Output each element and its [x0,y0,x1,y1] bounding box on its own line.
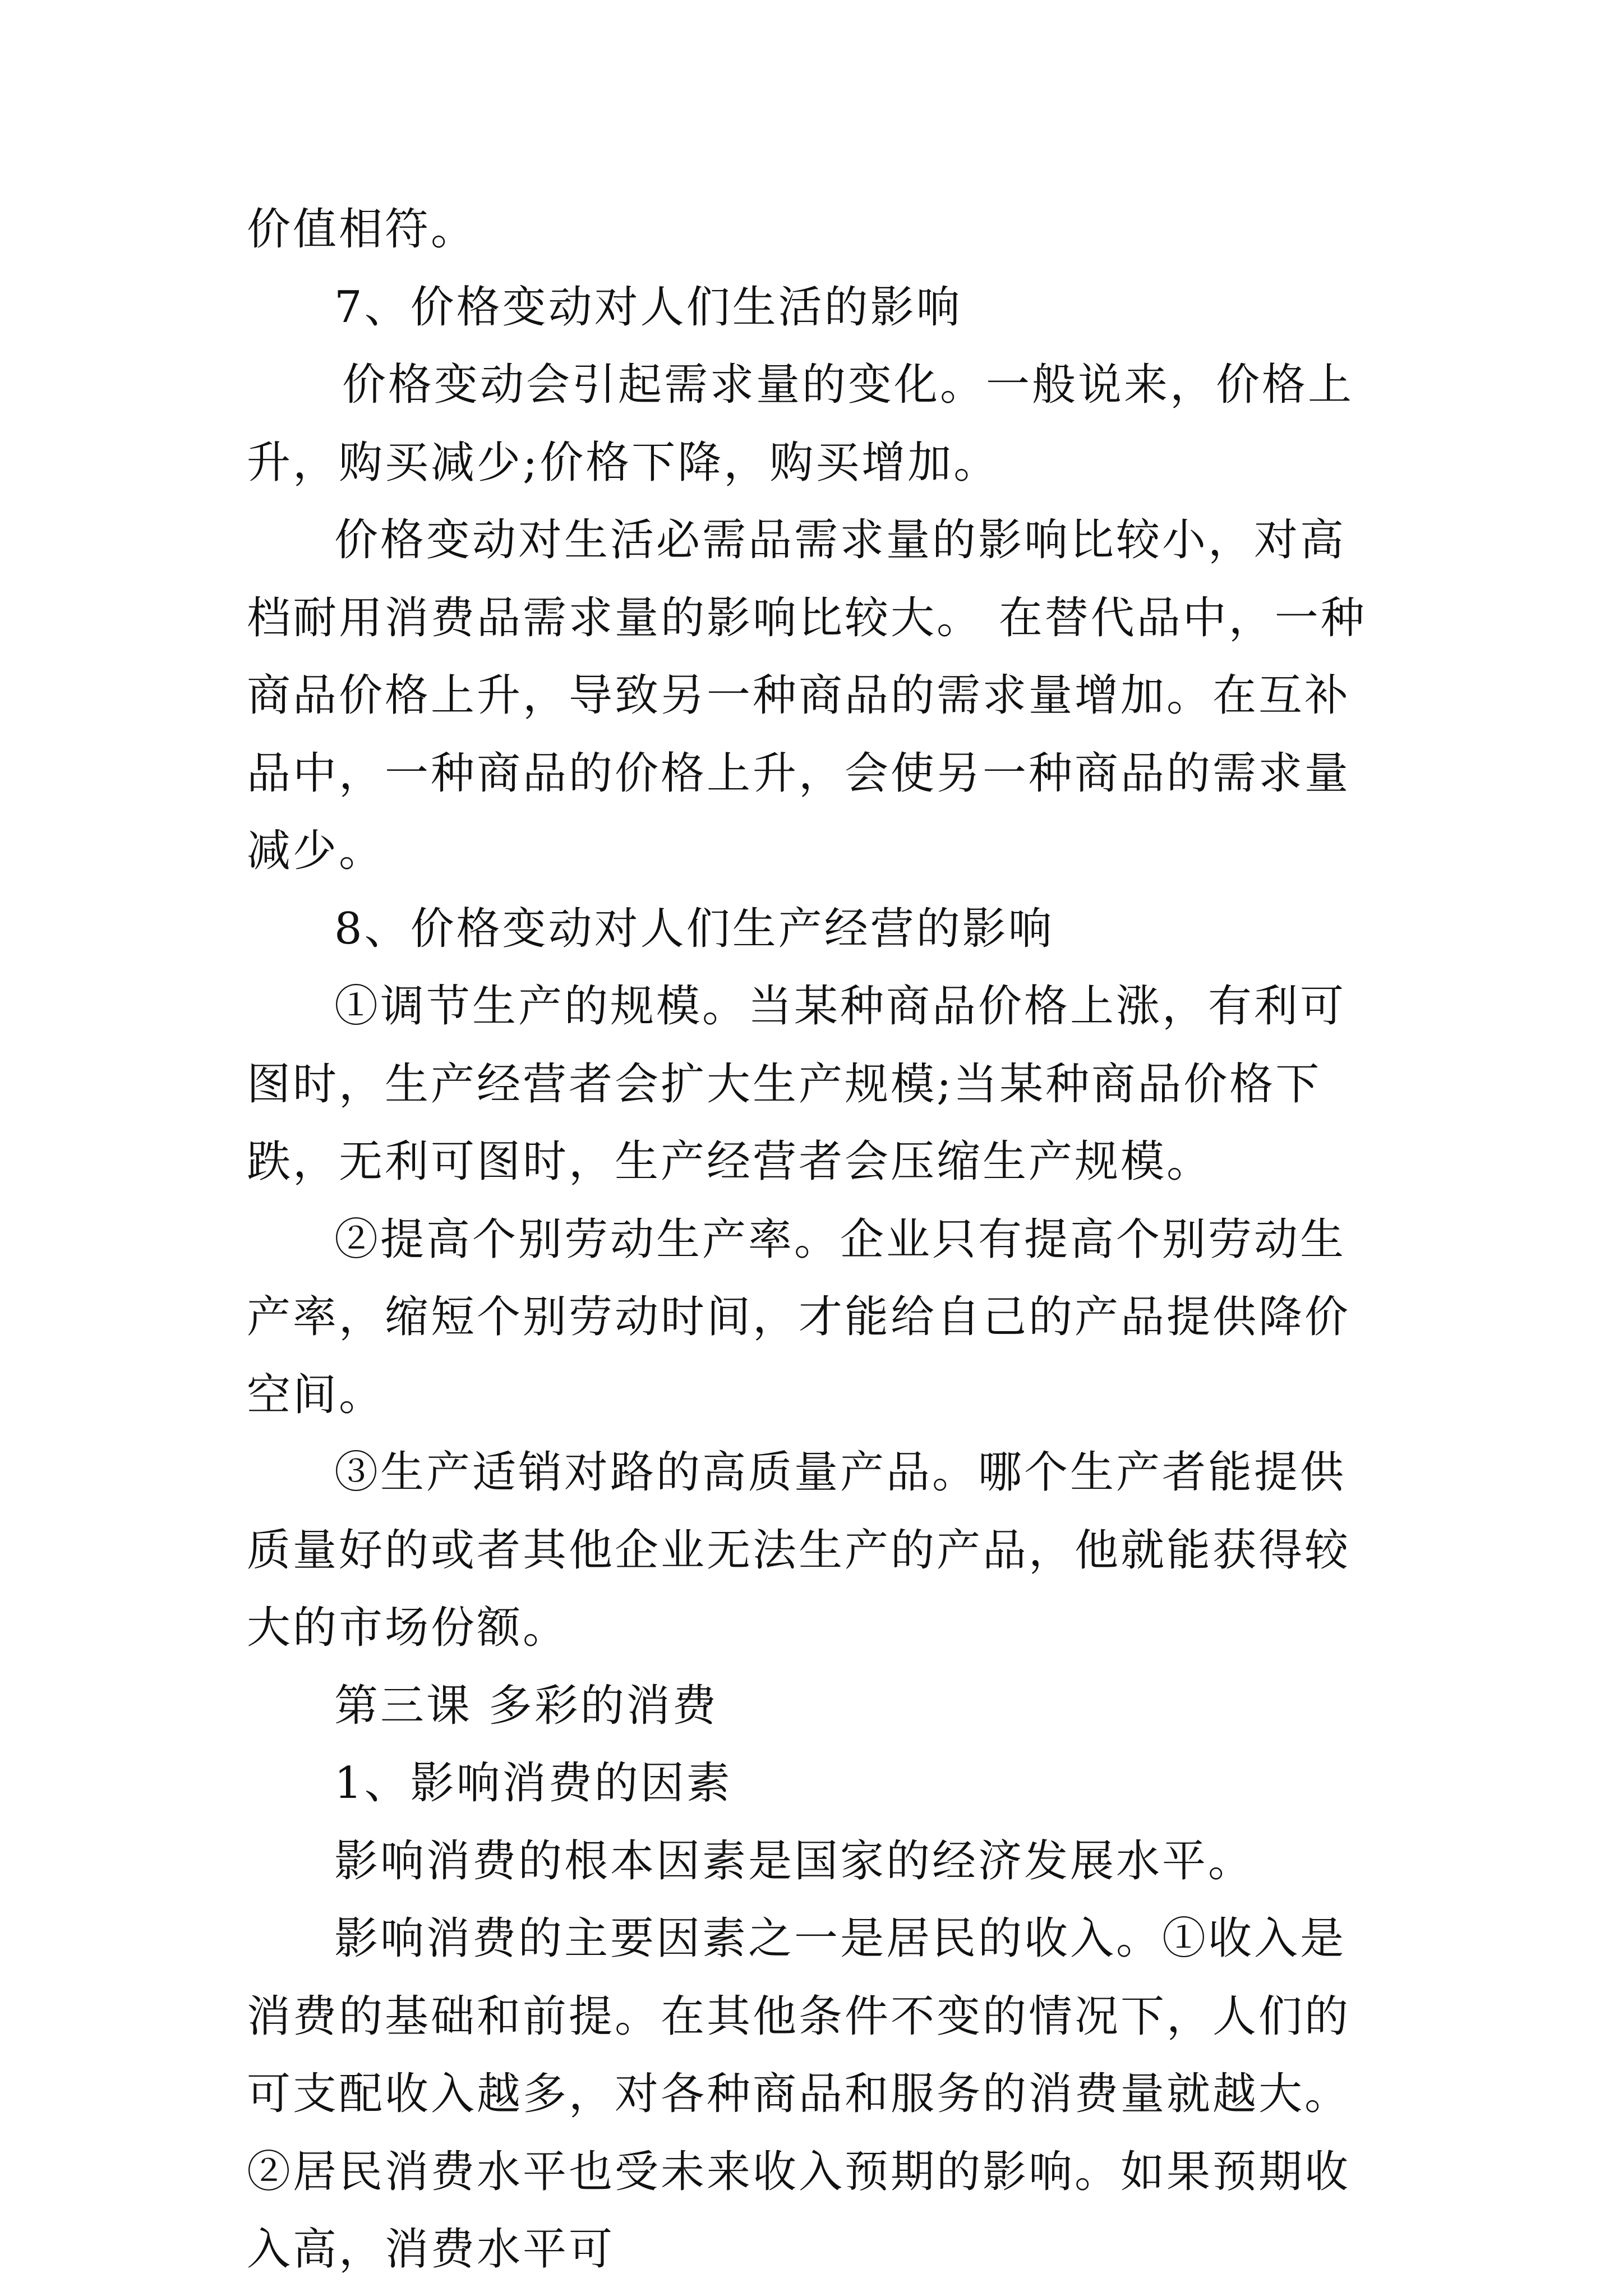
paragraph-quality-products: ③生产适销对路的高质量产品。哪个生产者能提供质量好的或者其他企业无法生产的产品，他就能获得较大的市场份额。 [247,1447,1351,1653]
section-heading-8: 8、价格变动对人们生产经营的影响 [334,903,1054,954]
document-body [247,191,1391,2289]
paragraph-fundamental-factor: 影响消费的根本因素是国家的经济发展水平。 [334,1835,1255,1887]
paragraph-price-demand: 价格变动会引起需求量的变化。一般说来，价格上升，购买减少;价格下降，购买增加。 [247,360,1354,488]
paragraph-income-factor: 影响消费的主要因素之一是居民的收入。①收入是消费的基础和前提。在其他条件不变的情况下，人们的可支配收入越多，对各种商品和服务的消费量就越大。②居民消费水平也受未来收入预期的影响。如果预期收入高，消费水平可 [247,1913,1351,2275]
section-heading-1: 1、影响消费的因素 [334,1758,732,1809]
paragraph-continuation: 价值相符。 [247,204,477,255]
paragraph-necessities-substitutes: 价格变动对生活必需品需求量的影响比较小，对高档耐用消费品需求量的影响比较大。 在替代品中，一种商品价格上升，导致另一种商品的需求量增加。在互补品中，一种商品的价格上升，会使另一种商品的需求量减少。 [247,515,1367,876]
paragraph-production-scale: ①调节生产的规模。当某种商品价格上涨，有利可图时，生产经营者会扩大生产规模;当某种商品价格下跌，无利可图时，生产经营者会压缩生产规模。 [247,981,1347,1187]
lesson-title: 第三课 多彩的消费 [334,1680,718,1731]
section-heading-7: 7、价格变动对人们生活的影响 [334,282,962,333]
paragraph-labor-productivity: ②提高个别劳动生产率。企业只有提高个别劳动生产率，缩短个别劳动时间，才能给自己的产品提供降价空间。 [247,1214,1351,1420]
